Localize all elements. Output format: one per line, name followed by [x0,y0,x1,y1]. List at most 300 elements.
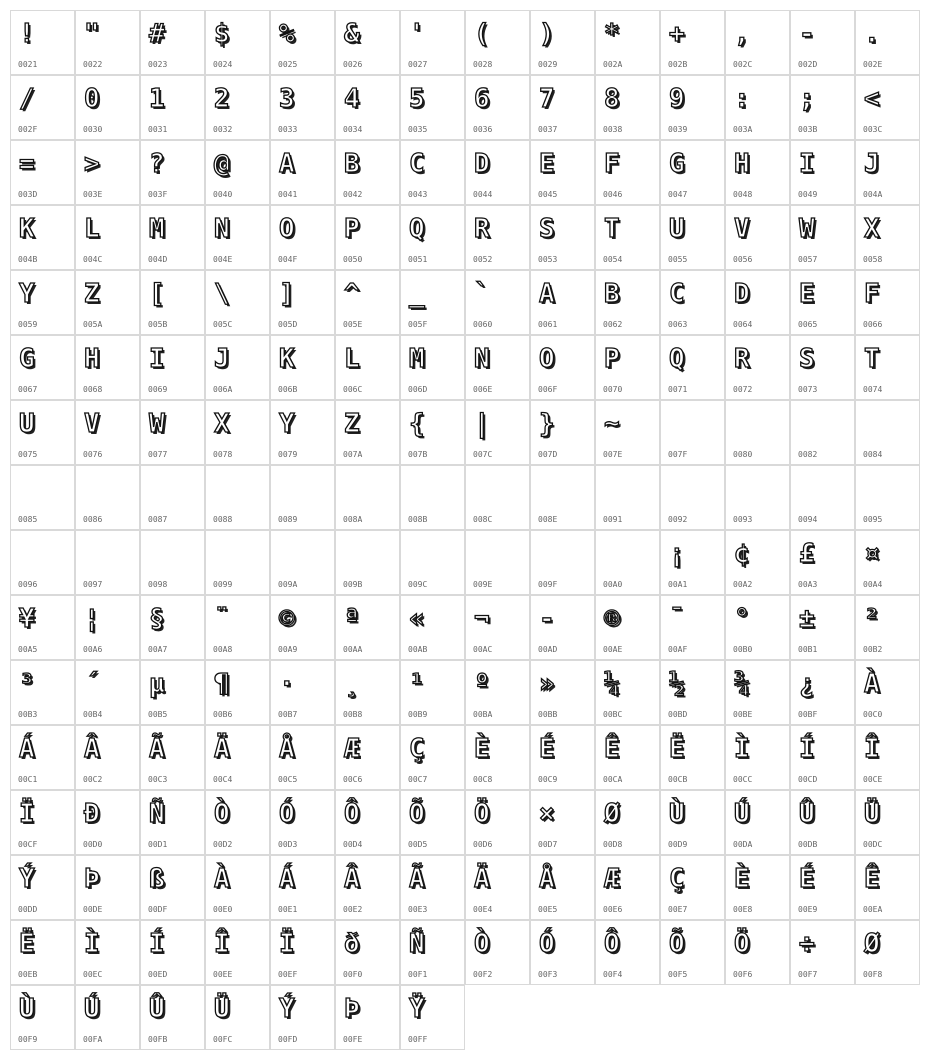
glyph-cell [10,270,75,335]
glyph-sample: ± [799,604,815,634]
glyph-sample: ® [604,604,620,634]
glyph-sample: J [214,344,230,374]
glyph-sample: Ä [474,864,490,894]
glyph-cell [465,140,530,205]
glyph-sample: ¸ [344,669,360,699]
glyph-code-label: 0068 [83,385,103,394]
glyph-code-label: 0058 [863,255,883,264]
glyph-sample: Q [409,214,425,244]
glyph-sample: Ì [84,929,100,959]
glyph-cell [725,10,790,75]
glyph-sample: ¡ [669,539,685,569]
glyph-code-label: 00BC [603,710,623,719]
glyph-sample: ³ [19,669,35,699]
glyph-sample: Ç [409,734,425,764]
glyph-sample: 3 [279,84,295,114]
glyph-cell [10,725,75,790]
glyph-code-label: 0074 [863,385,883,394]
glyph-sample: À [214,864,230,894]
glyph-code-label: 00F7 [798,970,818,979]
glyph-code-label: 00C1 [18,775,38,784]
glyph-code-label: 0061 [538,320,558,329]
glyph-code-label: 00F0 [343,970,363,979]
glyph-sample: » [539,669,555,699]
glyph-code-label: 00C3 [148,775,168,784]
glyph-sample: ¥ [19,604,35,634]
glyph-cell [205,725,270,790]
glyph-cell [725,660,790,725]
glyph-sample: 4 [344,84,360,114]
glyph-cell [75,270,140,335]
glyph-sample: Z [84,279,100,309]
glyph-cell [140,660,205,725]
glyph-sample: ¢ [734,539,750,569]
glyph-cell [335,140,400,205]
glyph-code-label: 002E [863,60,883,69]
glyph-sample: W [149,409,165,439]
glyph-sample: , [734,19,750,49]
glyph-cell [530,660,595,725]
glyph-cell [400,855,465,920]
glyph-sample: ] [279,279,295,309]
glyph-sample: R [474,214,490,244]
glyph-cell [205,335,270,400]
glyph-cell [10,75,75,140]
glyph-sample: º [474,669,490,699]
glyph-code-label: 0097 [83,580,103,589]
glyph-cell [725,790,790,855]
glyph-sample: W [799,214,815,244]
glyph-cell [205,465,270,530]
glyph-cell [660,75,725,140]
glyph-sample: ¨ [214,604,230,634]
glyph-cell [205,140,270,205]
glyph-code-label: 0029 [538,60,558,69]
glyph-cell [855,530,920,595]
glyph-cell [855,920,920,985]
glyph-sample: Ó [539,929,555,959]
glyph-sample: Ë [19,929,35,959]
glyph-code-label: 00D6 [473,840,493,849]
glyph-cell [530,400,595,465]
glyph-code-label: 00BA [473,710,493,719]
glyph-sample: Ø [604,799,620,829]
glyph-cell [660,595,725,660]
glyph-cell [465,10,530,75]
glyph-cell [725,465,790,530]
glyph-cell [270,400,335,465]
glyph-sample: Â [84,734,100,764]
glyph-code-label: 00BF [798,710,818,719]
glyph-code-label: 00C5 [278,775,298,784]
glyph-sample: 7 [539,84,555,114]
glyph-code-label: 0076 [83,450,103,459]
glyph-sample: Ý [19,864,35,894]
glyph-sample: H [734,149,750,179]
glyph-cell [855,660,920,725]
glyph-sample: Ö [734,929,750,959]
glyph-cell [400,465,465,530]
glyph-code-label: 00B5 [148,710,168,719]
glyph-code-label: 002D [798,60,818,69]
glyph-sample: < [864,84,880,114]
glyph-sample: 5 [409,84,425,114]
glyph-cell [855,140,920,205]
glyph-cell [595,920,660,985]
glyph-code-label: 0033 [278,125,298,134]
glyph-code-label: 004A [863,190,883,199]
glyph-code-label: 00B2 [863,645,883,654]
glyph-sample: { [409,409,425,439]
glyph-code-label: 004F [278,255,298,264]
glyph-code-label: 0075 [18,450,38,459]
glyph-code-label: 009A [278,580,298,589]
glyph-sample: Ì [734,734,750,764]
glyph-code-label: 00AC [473,645,493,654]
glyph-code-label: 0047 [668,190,688,199]
glyph-cell [75,465,140,530]
glyph-cell [855,400,920,465]
glyph-code-label: 0065 [798,320,818,329]
glyph-cell [595,75,660,140]
glyph-sample: Þ [344,994,360,1024]
glyph-sample: « [409,604,425,634]
glyph-code-label: 00CB [668,775,688,784]
glyph-sample: Õ [669,929,685,959]
glyph-sample: 1 [149,84,165,114]
glyph-cell [205,75,270,140]
glyph-code-label: 00D8 [603,840,623,849]
glyph-cell [270,10,335,75]
glyph-cell [335,205,400,270]
glyph-code-label: 004E [213,255,233,264]
glyph-sample: * [604,19,620,49]
glyph-cell [205,530,270,595]
glyph-code-label: 003E [83,190,103,199]
glyph-code-label: 00C0 [863,710,883,719]
glyph-sample: G [669,149,685,179]
glyph-sample: ÷ [799,929,815,959]
glyph-code-label: 003D [18,190,38,199]
glyph-code-label: 00EC [83,970,103,979]
glyph-cell [465,920,530,985]
glyph-code-label: 00D9 [668,840,688,849]
glyph-cell [725,205,790,270]
glyph-sample: F [864,279,880,309]
glyph-sample: Ý [279,994,295,1024]
glyph-cell [270,790,335,855]
glyph-cell [465,660,530,725]
glyph-cell [725,920,790,985]
glyph-cell [400,530,465,595]
glyph-cell [140,530,205,595]
glyph-code-label: 006A [213,385,233,394]
glyph-cell [335,725,400,790]
glyph-sample: ² [864,604,880,634]
glyph-cell [660,530,725,595]
glyph-code-label: 0042 [343,190,363,199]
glyph-cell [10,400,75,465]
glyph-sample: Ø [864,929,880,959]
glyph-cell [725,725,790,790]
glyph-cell [140,790,205,855]
glyph-cell [725,335,790,400]
glyph-code-label: 00EA [863,905,883,914]
glyph-sample: Û [799,799,815,829]
glyph-sample: U [19,409,35,439]
glyph-cell [660,920,725,985]
glyph-code-label: 00AA [343,645,363,654]
glyph-sample: Ï [279,929,295,959]
glyph-sample: ¿ [799,669,815,699]
glyph-cell [140,75,205,140]
glyph-cell [205,400,270,465]
glyph-cell [530,270,595,335]
glyph-code-label: 0055 [668,255,688,264]
glyph-cell [10,140,75,205]
glyph-cell [10,205,75,270]
glyph-sample: Í [799,734,815,764]
glyph-code-label: 0066 [863,320,883,329]
glyph-code-label: 0022 [83,60,103,69]
glyph-sample: B [344,149,360,179]
glyph-cell [75,725,140,790]
glyph-code-label: 0037 [538,125,558,134]
glyph-code-label: 007A [343,450,363,459]
glyph-sample: £ [799,539,815,569]
glyph-code-label: 00EF [278,970,298,979]
glyph-cell [790,205,855,270]
glyph-code-label: 0043 [408,190,428,199]
glyph-sample: & [344,19,360,49]
glyph-sample: + [669,19,685,49]
glyph-code-label: 00C6 [343,775,363,784]
glyph-code-label: 0050 [343,255,363,264]
glyph-cell [790,10,855,75]
glyph-cell [790,400,855,465]
glyph-sample: Î [864,734,880,764]
glyph-sample: K [19,214,35,244]
glyph-code-label: 0067 [18,385,38,394]
glyph-code-label: 0077 [148,450,168,459]
glyph-cell [400,660,465,725]
glyph-code-label: 00E1 [278,905,298,914]
glyph-code-label: 007E [603,450,623,459]
glyph-cell [400,985,465,1050]
glyph-cell [855,725,920,790]
glyph-code-label: 00E8 [733,905,753,914]
glyph-code-label: 00FF [408,1035,428,1044]
glyph-cell [270,335,335,400]
glyph-code-label: 00B1 [798,645,818,654]
glyph-cell [75,660,140,725]
glyph-cell [855,465,920,530]
glyph-cell [790,920,855,985]
glyph-code-label: 0059 [18,320,38,329]
glyph-code-label: 00DB [798,840,818,849]
glyph-sample: H [84,344,100,374]
glyph-sample: Ê [864,864,880,894]
glyph-cell [595,595,660,660]
glyph-sample: Ù [669,799,685,829]
glyph-code-label: 00C9 [538,775,558,784]
glyph-cell [270,855,335,920]
glyph-code-label: 00C4 [213,775,233,784]
glyph-cell [530,725,595,790]
glyph-sample: È [474,734,490,764]
glyph-code-label: 00E7 [668,905,688,914]
glyph-cell [335,660,400,725]
glyph-sample: @ [214,149,230,179]
glyph-sample: M [149,214,165,244]
glyph-code-label: 00F4 [603,970,623,979]
glyph-code-label: 007D [538,450,558,459]
glyph-cell [140,595,205,660]
glyph-sample: Ô [344,799,360,829]
glyph-sample: I [799,149,815,179]
glyph-code-label: 006B [278,385,298,394]
glyph-sample: Ü [864,799,880,829]
glyph-cell [855,10,920,75]
glyph-code-label: 009B [343,580,363,589]
glyph-sample: ' [409,19,425,49]
glyph-cell [855,595,920,660]
glyph-cell [75,790,140,855]
glyph-cell [205,855,270,920]
glyph-code-label: 004C [83,255,103,264]
glyph-cell [530,10,595,75]
glyph-code-label: 00B6 [213,710,233,719]
glyph-code-label: 0036 [473,125,493,134]
glyph-code-label: 0045 [538,190,558,199]
glyph-sample: N [474,344,490,374]
glyph-code-label: 006C [343,385,363,394]
glyph-cell [595,335,660,400]
glyph-cell [335,530,400,595]
glyph-sample: L [344,344,360,374]
glyph-code-label: 00D4 [343,840,363,849]
glyph-code-label: 00ED [148,970,168,979]
glyph-code-label: 00F9 [18,1035,38,1044]
glyph-code-label: 0072 [733,385,753,394]
glyph-sample: × [539,799,555,829]
glyph-sample: : [734,84,750,114]
glyph-sample: Î [214,929,230,959]
glyph-sample: } [539,409,555,439]
glyph-sample: . [864,19,880,49]
glyph-cell [10,10,75,75]
glyph-cell [790,790,855,855]
glyph-cell [400,920,465,985]
glyph-code-label: 002F [18,125,38,134]
glyph-sample: N [214,214,230,244]
glyph-sample: 0 [84,84,100,114]
glyph-sample: Û [149,994,165,1024]
glyph-cell [75,75,140,140]
glyph-sample: B [604,279,620,309]
glyph-sample: V [734,214,750,244]
glyph-cell [270,725,335,790]
glyph-cell [595,400,660,465]
glyph-code-label: 00E2 [343,905,363,914]
glyph-code-label: 00AE [603,645,623,654]
glyph-code-label: 00E3 [408,905,428,914]
glyph-cell [75,530,140,595]
glyph-cell [465,595,530,660]
glyph-sample: Ù [19,994,35,1024]
glyph-sample: " [84,19,100,49]
glyph-sample: Ò [474,929,490,959]
glyph-code-label: 00DE [83,905,103,914]
glyph-sample: Å [279,734,295,764]
glyph-sample: C [669,279,685,309]
glyph-sample: Ï [19,799,35,829]
glyph-cell [140,465,205,530]
glyph-cell [400,335,465,400]
glyph-code-label: 00FB [148,1035,168,1044]
glyph-sample: - [799,19,815,49]
glyph-cell [530,75,595,140]
glyph-sample: - [539,604,555,634]
glyph-sample: A [539,279,555,309]
glyph-cell [140,920,205,985]
glyph-cell [660,400,725,465]
glyph-sample: Õ [409,799,425,829]
glyph-cell [270,985,335,1050]
glyph-cell [10,660,75,725]
glyph-cell [660,725,725,790]
glyph-code-label: 00DF [148,905,168,914]
glyph-cell [140,270,205,335]
glyph-code-label: 0035 [408,125,428,134]
glyph-code-label: 002B [668,60,688,69]
glyph-code-label: 003F [148,190,168,199]
glyph-code-label: 00A7 [148,645,168,654]
glyph-cell [855,75,920,140]
glyph-code-label: 002A [603,60,623,69]
glyph-cell [335,465,400,530]
glyph-code-label: 0051 [408,255,428,264]
glyph-code-label: 005E [343,320,363,329]
glyph-code-label: 00F6 [733,970,753,979]
glyph-cell [790,660,855,725]
glyph-cell [400,140,465,205]
glyph-sample: Ã [149,734,165,764]
glyph-cell [335,335,400,400]
glyph-cell [205,205,270,270]
glyph-cell [725,530,790,595]
glyph-cell [75,335,140,400]
glyph-code-label: 00C2 [83,775,103,784]
glyph-cell [270,920,335,985]
glyph-sample: 9 [669,84,685,114]
glyph-cell [660,465,725,530]
glyph-code-label: 009E [473,580,493,589]
glyph-code-label: 0078 [213,450,233,459]
glyph-code-label: 0048 [733,190,753,199]
glyph-code-label: 0070 [603,385,623,394]
glyph-code-label: 00F2 [473,970,493,979]
glyph-code-label: 00D7 [538,840,558,849]
glyph-cell [790,725,855,790]
glyph-sample: Ñ [149,799,165,829]
glyph-cell [595,790,660,855]
glyph-sample: Á [19,734,35,764]
glyph-code-label: 002C [733,60,753,69]
glyph-sample: 2 [214,84,230,114]
glyph-cell [465,75,530,140]
glyph-cell [465,335,530,400]
